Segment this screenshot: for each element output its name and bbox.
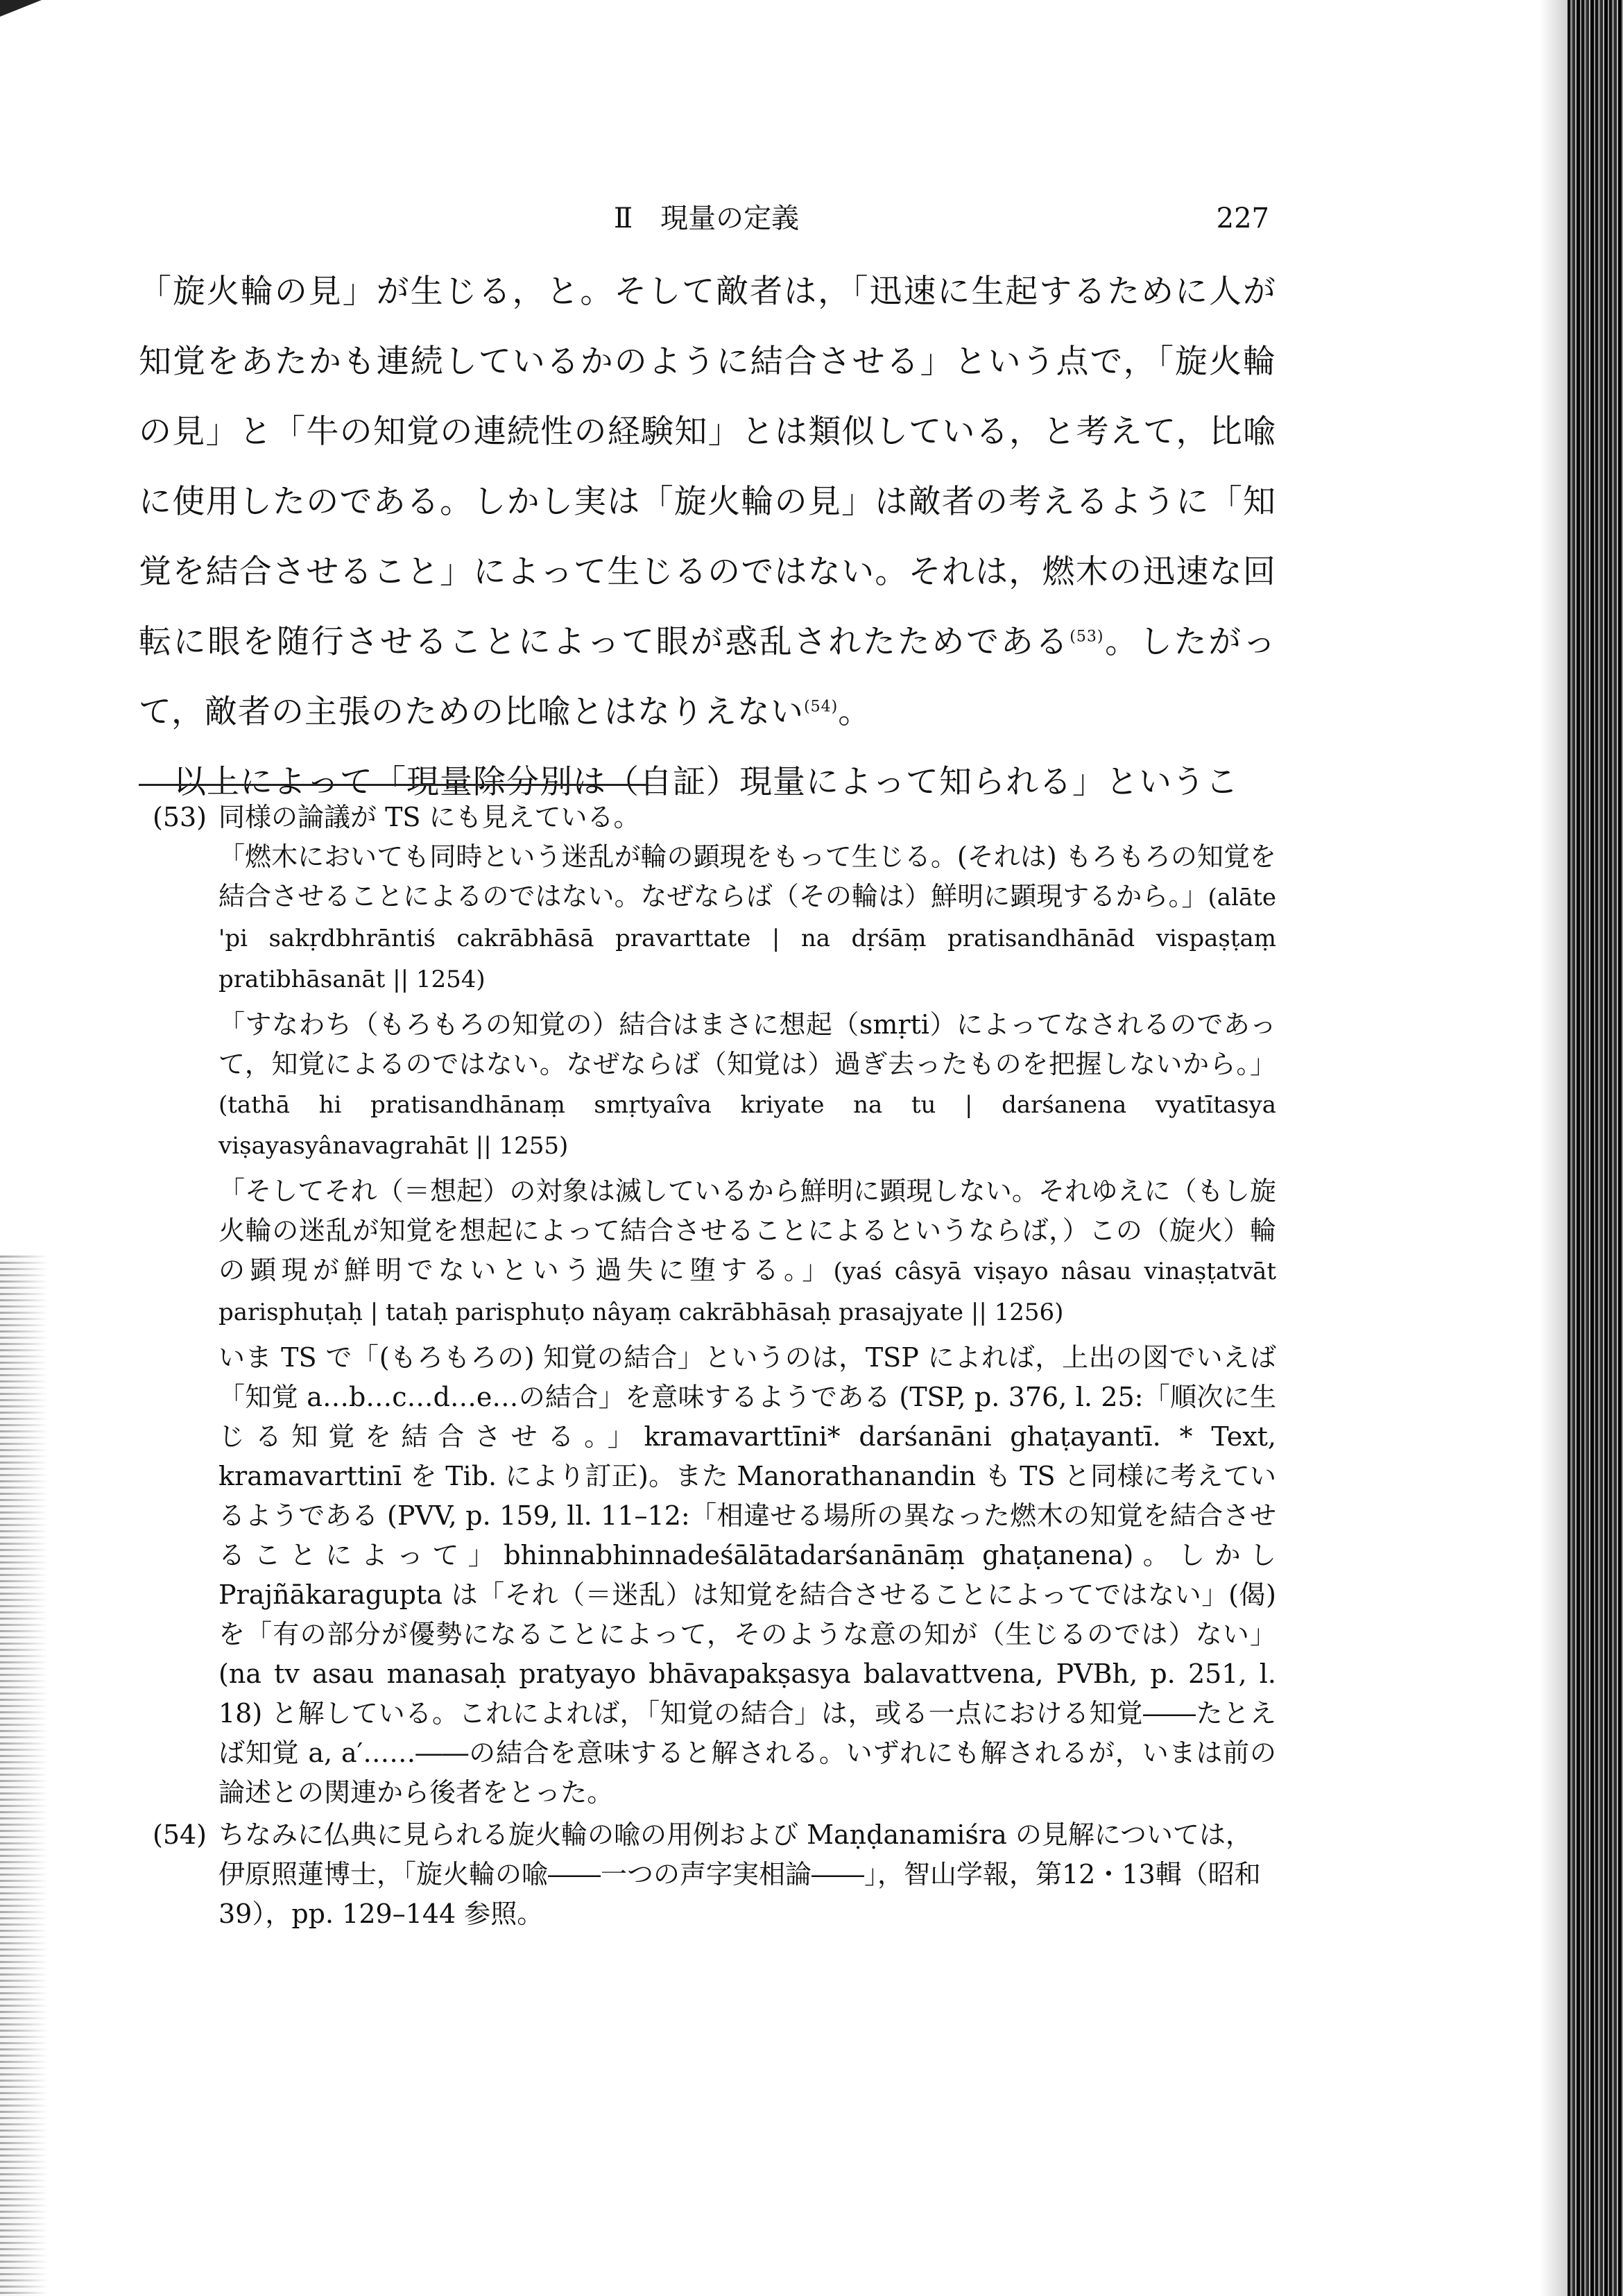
paragraph-1-text-c: 。 — [838, 693, 872, 731]
verse-1256 — [218, 1172, 1276, 1333]
footnote-number: (53) — [153, 802, 207, 832]
footnote-divider — [139, 784, 649, 786]
verse-translation: 「すなわち（もろもろの知覚の）結合はまさに想起（smṛti）によってなされるのであって，知覚によるのではない。なぜならば（知覚は）過ぎ去ったものを把握しないから。」 — [218, 1009, 1276, 1079]
footnote-ref-54[interactable]: (54) — [804, 698, 839, 716]
scan-edge-shadow — [0, 1256, 49, 2296]
main-text — [139, 257, 1276, 817]
verse-translation: 「そしてそれ（＝想起）の対象は滅しているから鮮明に顕現しない。それゆえに（もし旋火輪の迷乱が知覚を想起によって結合させることによるというならば，）この（旋火）輪の顕現が鮮明でないという過失に堕する。」 — [218, 1176, 1276, 1285]
running-header — [139, 194, 1269, 243]
verse-1254 — [218, 837, 1276, 1000]
footnote-ref-53[interactable]: (53) — [1070, 628, 1104, 646]
footnote-53 — [153, 798, 1276, 1813]
verse-sanskrit: (tathā hi pratisandhānaṃ smṛtyaîva kriyate na tu | darśanena vyatītasya viṣayasyânavagrahāt || 1255) — [218, 1091, 1276, 1160]
footnote-commentary — [153, 1338, 1276, 1813]
commentary-text: いま TS で「(もろもろの) 知覚の結合」というのは，TSP によれば，上出の図でいえば「知覚 a…b…c…d…e…の結合」を意味するようである (TSP, p. 376, l. 25:「順次に生じる知覚を結合させる。」kramavarttīni* darśanāni ghaṭayantī. * Text, kramavarttinī を Tib. により訂正)。また Manorathanandin も TS と同様に考えているようである (PVV, p. 159, ll. 11–12:「相違せる場所の異なった燃木の知覚を結合させることによって」bhinnabhinnadeśālātadarśanānāṃ ghaṭanena)。しかし Prajñākaragupta は「それ（＝迷乱）は知覚を結合させることによってではない」(偈)を「有の部分が優勢になることによって，そのような意の知が（生じるのでは）ない」(na tv asau manasaḥ pratyayo bhāvapakṣasya balavattvena, PVBh, p. 251, l. 18) と解している。これによれば，「知覚の結合」は，或る一点における知覚――たとえば知覚 a, a′……――の結合を意味すると解される。いずれにも解されるが，いまは前の論述との関連から後者をとった。 — [218, 1342, 1276, 1808]
footnote-text: ちなみに仏典に見られる旋火輪の喩の用例および Maṇḍanamiśra の見解については，伊原照蓮博士，「旋火輪の喩――一つの声字実相論――」，智山学報，第12・13輯（昭和39），pp. 129–144 参照。 — [218, 1819, 1261, 1929]
footnotes — [153, 798, 1276, 1934]
verse-translation: 「燃木においても同時という迷乱が輪の顕現をもって生じる。(それは) もろもろの知覚を結合させることによるのではない。なぜならば（その輪は）鮮明に顕現するから。」 — [218, 841, 1276, 911]
verse-sanskrit: (yaś câsyā viṣayo nâsau vinaṣṭatvāt parisphuṭaḥ | tataḥ parisphuṭo nâyaṃ cakrābhāsaḥ prasajyate || 1256) — [218, 1258, 1276, 1326]
book-spine-edge — [1568, 0, 1623, 2296]
paragraph-1 — [139, 257, 1276, 747]
footnote-number: (54) — [153, 1819, 207, 1850]
verse-1255 — [218, 1005, 1276, 1166]
page-number: 227 — [1216, 203, 1269, 234]
paragraph-1-text-b: 。したがって，敵者の主張のための比喩とはなりえない — [139, 623, 1277, 731]
scan-corner-mark — [0, 0, 42, 17]
footnote-54 — [153, 1815, 1276, 1934]
paragraph-2: 以上によって「現量除分別は（自証）現量によって知られる」というこ — [173, 763, 1239, 801]
section-title: Ⅱ 現量の定義 — [614, 203, 800, 234]
verse-sanskrit: (alāte 'pi sakṛdbhrāntiś cakrābhāsā pravarttate | na dṛśāṃ pratisandhānād vispaṣṭaṃ pratibhāsanāt || 1254) — [218, 884, 1276, 993]
footnote-lead: 同様の論議が TS にも見えている。 — [218, 802, 640, 832]
paragraph-1-text-a: 「旋火輪の見」が生じる，と。そして敵者は，「迅速に生起するために人が知覚をあたかも連続しているかのように結合させる」という点で，「旋火輪の見」と「牛の知覚の連続性の経験知」とは類似している，と考えて，比喩に使用したのである。しかし実は「旋火輪の見」は敵者の考えるように「知覚を結合させること」によって生じるのではない。それは，燃木の迅速な回転に眼を随行させることによって眼が惑乱されたためである — [139, 273, 1276, 661]
scan-spine-fade — [1540, 0, 1568, 2296]
